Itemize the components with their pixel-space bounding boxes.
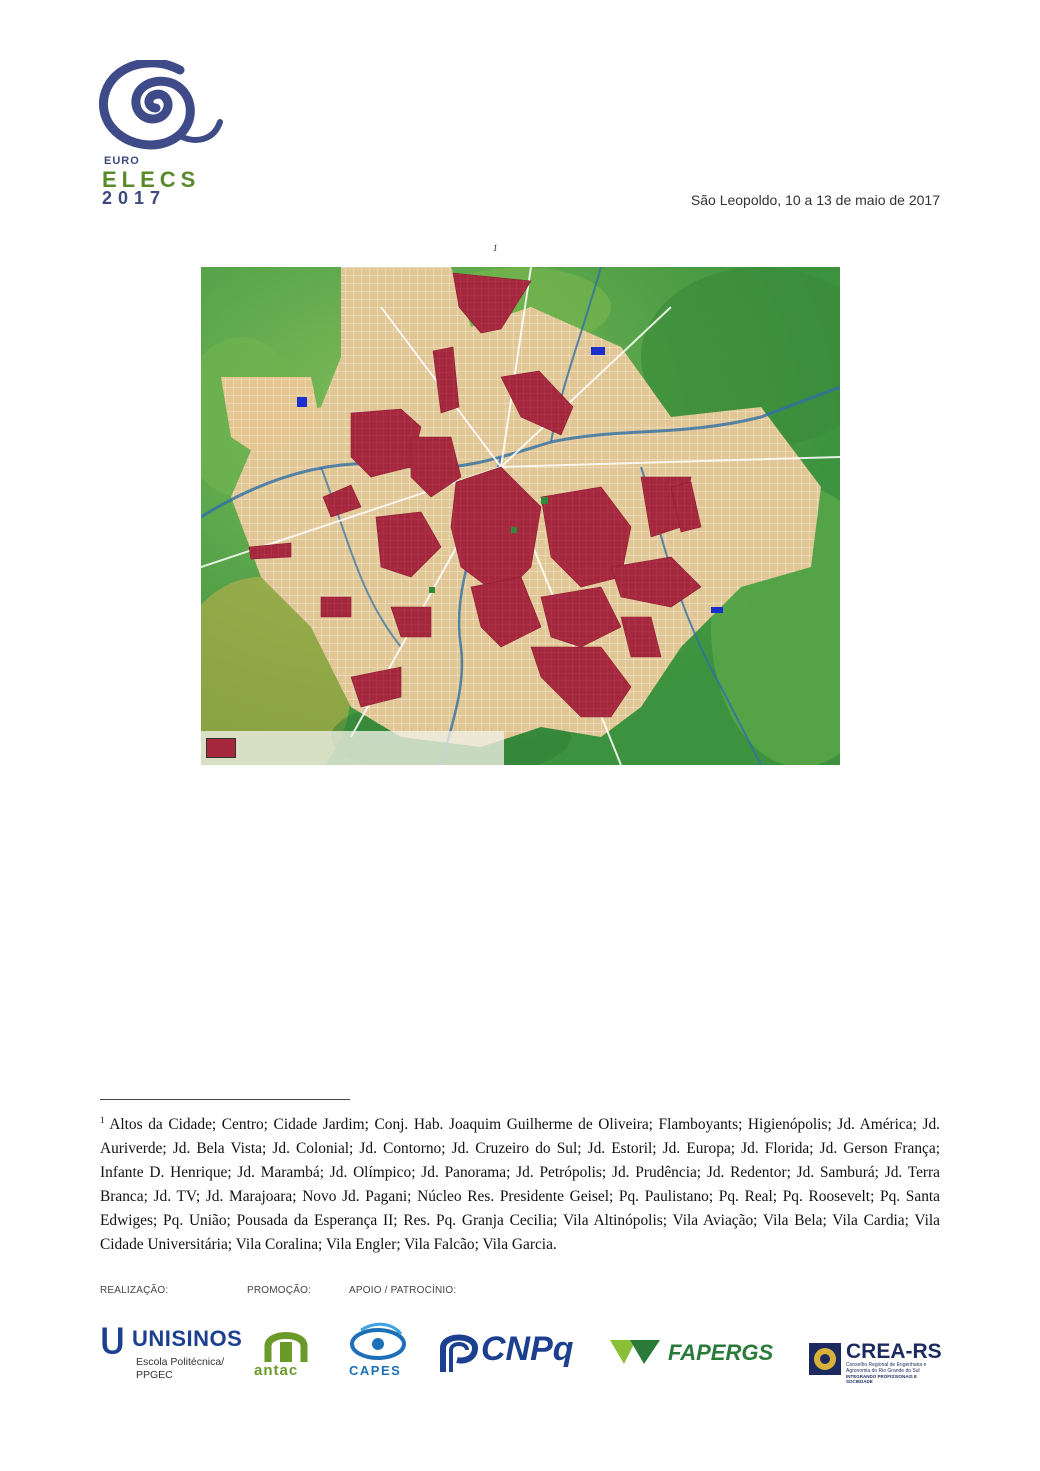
euro-elecs-logo <box>96 60 228 210</box>
crea-name: CREA-RS <box>846 1340 942 1363</box>
capes-name: CAPES <box>349 1363 402 1378</box>
antac-logo <box>254 1322 324 1382</box>
antac-arch-icon <box>260 1324 320 1364</box>
unisinos-logo <box>100 1322 243 1382</box>
footnote <box>100 1108 940 1257</box>
logo-year-text: 2017 <box>102 188 167 208</box>
realizacao-label: REALIZAÇÃO: <box>100 1285 169 1296</box>
map-image <box>201 267 840 765</box>
figure-footnote-marker: 1 <box>493 243 498 253</box>
crea-tagline: INTEGRANDO PROFISSIONAIS E SOCIEDADE <box>846 1374 918 1384</box>
unisinos-name: UNISINOS <box>132 1326 243 1351</box>
cnpq-name: CNPq <box>481 1330 574 1368</box>
map-legend <box>201 731 504 765</box>
fapergs-chevron-icon <box>610 1336 666 1370</box>
fapergs-logo <box>610 1322 785 1382</box>
apoio-label: APOIO / PATROCÍNIO: <box>349 1285 457 1296</box>
footnote-marker: 1 <box>100 1115 105 1125</box>
unisinos-sub-line1: Escola Politécnica/ <box>136 1356 225 1368</box>
unisinos-sub-line2: PPGEC <box>136 1369 173 1381</box>
spiral-logo-icon <box>96 60 228 160</box>
crea-seal-icon <box>808 1342 842 1376</box>
cnpq-emblem-icon <box>437 1326 483 1376</box>
crea-rs-logo <box>808 1322 943 1382</box>
legend-red-swatch <box>206 738 236 758</box>
unisinos-u-icon: Ս <box>100 1323 125 1361</box>
fapergs-name: FAPERGS <box>668 1340 774 1365</box>
header-date: São Leopoldo, 10 a 13 de maio de 2017 <box>690 192 940 208</box>
crea-subtitle: Conselho Regional de Engenharia e Agronomia do Rio Grande do Sul <box>846 1362 927 1374</box>
city-map-figure <box>201 267 840 765</box>
capes-eye-icon <box>347 1322 409 1362</box>
logo-euro-text: EURO <box>104 155 140 167</box>
promocao-label: PROMOÇÃO: <box>247 1285 312 1296</box>
logo-elecs-text: ELECS <box>102 167 201 192</box>
footnote-separator <box>100 1099 350 1100</box>
footnote-text: Altos da Cidade; Centro; Cidade Jardim; Conj. Hab. Joaquim Guilherme de Oliveira; Flamboyants; Higienópolis; Jd. América; Jd. Auriverde; Jd. Bela Vista; Jd. Colonial; Jd. Contorno; Jd. Cruzeiro do Sul; Jd. Estoril; Jd. Europa; Jd. Florida; Jd. Gerson França; Infante D. Henrique; Jd. Marambá; Jd. Olímpico; Jd. Panorama; Jd. Petrópolis; Jd. Prudência; Jd. Redentor; Jd. Samburá; Jd. Terra Branca; Jd. TV; Jd. Marajoara; Novo Jd. Pagani; Núcleo Res. Presidente Geisel; Pq. Paulistano; Pq. Real; Pq. Roosevelt; Pq. Santa Edwiges; Pq. União; Pousada da Esperança II; Res. Pq. Granja Cecilia; Vila Altinópolis; Vila Aviação; Vila Bela; Vila Cardia; Vila Cidade Universitária; Vila Coralina; Vila Engler; Vila Falcão; Vila Garcia. <box>100 1116 940 1253</box>
unisinos-subtitle <box>136 1356 224 1382</box>
capes-logo <box>347 1322 411 1382</box>
antac-name: antac <box>254 1362 299 1379</box>
cnpq-logo <box>437 1322 587 1382</box>
